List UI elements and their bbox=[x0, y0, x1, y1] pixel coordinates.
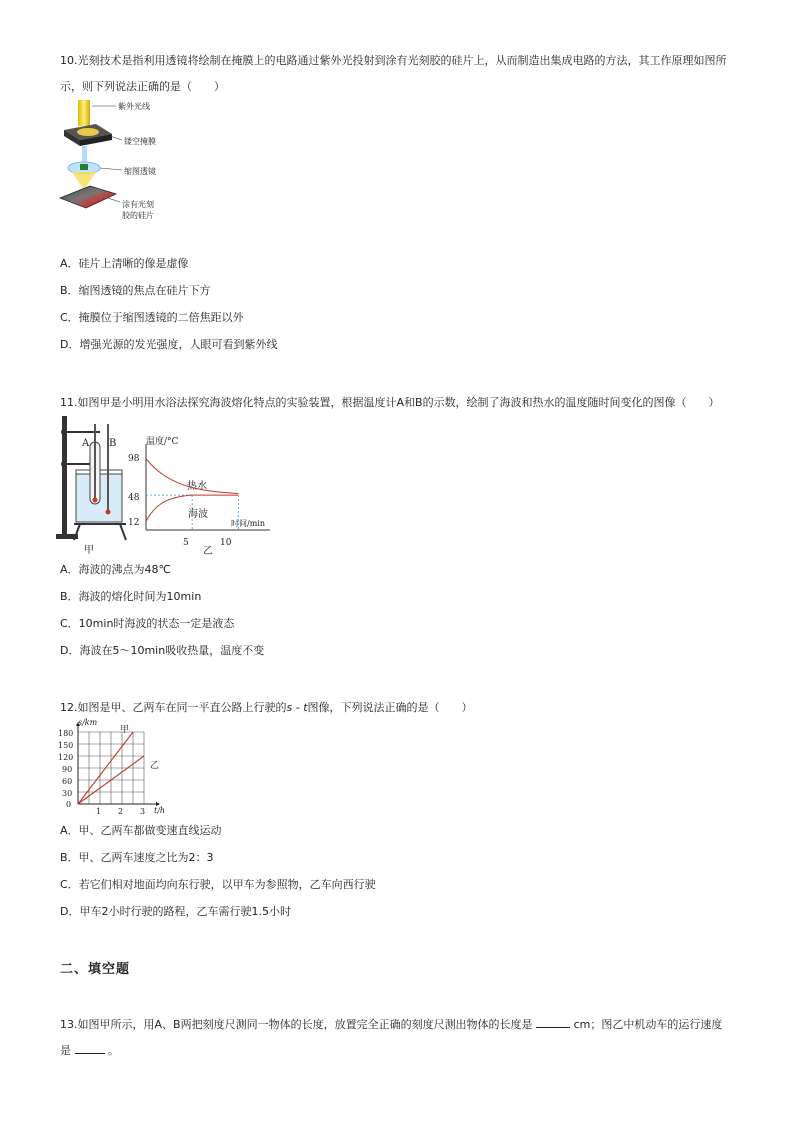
st-y-tick-90: 90 bbox=[62, 765, 73, 774]
st-label-jia: 甲 bbox=[120, 725, 130, 735]
q10-option-d: D．增强光源的发光强度，人眼可看到紫外线 bbox=[60, 338, 278, 351]
section-title-fill-in: 二、填空题 bbox=[60, 962, 131, 977]
q13-line1 bbox=[60, 1017, 722, 1033]
st-x-tick-1: 1 bbox=[96, 807, 102, 816]
q12-stem-part1: 12.如图是甲、乙两车在同一平直公路上行驶的 bbox=[60, 701, 287, 714]
q10-option-c: C．掩膜位于缩图透镜的二倍焦距以外 bbox=[60, 311, 244, 324]
label-thermometer-b: B bbox=[109, 438, 117, 449]
st-x-tick-3: 3 bbox=[140, 807, 146, 816]
curve-label-hypo: 海波 bbox=[188, 509, 208, 520]
label-uv: 紫外光线 bbox=[118, 102, 150, 111]
label-lens: 缩图透镜 bbox=[124, 167, 156, 176]
q10-lithography-figure bbox=[56, 98, 186, 226]
label-jia: 甲 bbox=[84, 545, 94, 556]
y-tick-12: 12 bbox=[128, 518, 140, 528]
curve-label-hot-water: 热水 bbox=[187, 481, 207, 492]
label-mask: 镂空掩膜 bbox=[124, 137, 156, 146]
q11-stem: 11.如图甲是小明用水浴法探究海波熔化特点的实验装置，根据温度计A和B的示数，绘制了海波和热水的温度随时间变化的图像（ ） bbox=[60, 396, 720, 409]
q13-line1-part2: cm；图乙中机动车的运行速度 bbox=[573, 1018, 723, 1031]
q12-option-a: A．甲、乙两车都做变速直线运动 bbox=[60, 824, 222, 837]
q12-stem-part2: 图像，下列说法正确的是（ ） bbox=[307, 701, 473, 714]
q13-line1-part1: 13.如图甲所示，用A、B两把刻度尺测同一物体的长度，放置完全正确的刻度尺测出物体的长度是 bbox=[60, 1018, 533, 1031]
st-y-tick-60: 60 bbox=[62, 777, 73, 786]
q12-stem-var: s - t bbox=[286, 701, 308, 714]
q12-stem bbox=[60, 700, 473, 716]
chart-y-axis-label: 温度/°C bbox=[146, 437, 179, 447]
label-wafer-1: 涂有光刻 bbox=[122, 200, 154, 209]
st-y-tick-0: 0 bbox=[66, 800, 72, 809]
st-x-axis-label: t/h bbox=[154, 806, 166, 815]
y-tick-98: 98 bbox=[128, 454, 140, 464]
water-bath-apparatus bbox=[56, 416, 126, 540]
silicon-wafer bbox=[60, 186, 116, 208]
q11-option-a: A．海波的沸点为48℃ bbox=[60, 563, 171, 576]
q12-option-b: B．甲、乙两车速度之比为2：3 bbox=[60, 851, 214, 864]
st-x-tick-2: 2 bbox=[118, 807, 124, 816]
q13-line2-part2: 。 bbox=[108, 1044, 119, 1057]
q13-answer-blank-1[interactable] bbox=[536, 1017, 570, 1028]
x-tick-10: 10 bbox=[220, 538, 232, 548]
q12-option-c: C．若它们相对地面均向东行驶，以甲车为参照物，乙车向西行驶 bbox=[60, 878, 376, 891]
y-tick-48: 48 bbox=[128, 493, 140, 503]
q13-line2 bbox=[60, 1043, 119, 1059]
label-yi: 乙 bbox=[203, 546, 213, 557]
q12-option-d: D．甲车2小时行驶的路程，乙车需行驶1.5小时 bbox=[60, 905, 291, 918]
q11-option-b: B．海波的熔化时间为10min bbox=[60, 590, 202, 603]
q11-option-c: C．10min时海波的状态一定是液态 bbox=[60, 617, 235, 630]
st-y-tick-150: 150 bbox=[58, 741, 74, 750]
temperature-chart-svg bbox=[124, 438, 284, 558]
chart-x-axis-label: 时间/min bbox=[231, 519, 265, 528]
st-label-yi: 乙 bbox=[150, 761, 160, 771]
q11-option-d: D．海波在5～10min吸收热量，温度不变 bbox=[60, 644, 265, 657]
q13-answer-blank-2[interactable] bbox=[75, 1043, 105, 1054]
label-thermometer-a: A bbox=[82, 438, 90, 449]
st-chart-svg bbox=[58, 718, 178, 820]
q10-stem-line2: 示，则下列说法正确的是（ ） bbox=[60, 80, 225, 93]
q10-option-a: A．硅片上清晰的像是虚像 bbox=[60, 257, 189, 270]
label-wafer-2: 胶的硅片 bbox=[122, 211, 154, 220]
st-y-tick-30: 30 bbox=[62, 789, 73, 798]
q11-temperature-chart bbox=[124, 438, 284, 558]
x-tick-5: 5 bbox=[183, 538, 189, 548]
q10-stem-line1: 10.光刻技术是指利用透镜将绘制在掩膜上的电路通过紫外光投射到涂有光刻胶的硅片上，从而制造出集成电路的方法，其工作原理如图所 bbox=[60, 54, 727, 67]
uv-beam bbox=[78, 100, 90, 126]
st-y-tick-120: 120 bbox=[58, 753, 74, 762]
q13-line2-part1: 是 bbox=[60, 1044, 71, 1057]
q12-st-chart bbox=[58, 718, 178, 820]
st-y-tick-180: 180 bbox=[58, 729, 74, 738]
q10-option-b: B．缩图透镜的焦点在硅片下方 bbox=[60, 284, 211, 297]
st-y-axis-label: s/km bbox=[78, 718, 98, 727]
